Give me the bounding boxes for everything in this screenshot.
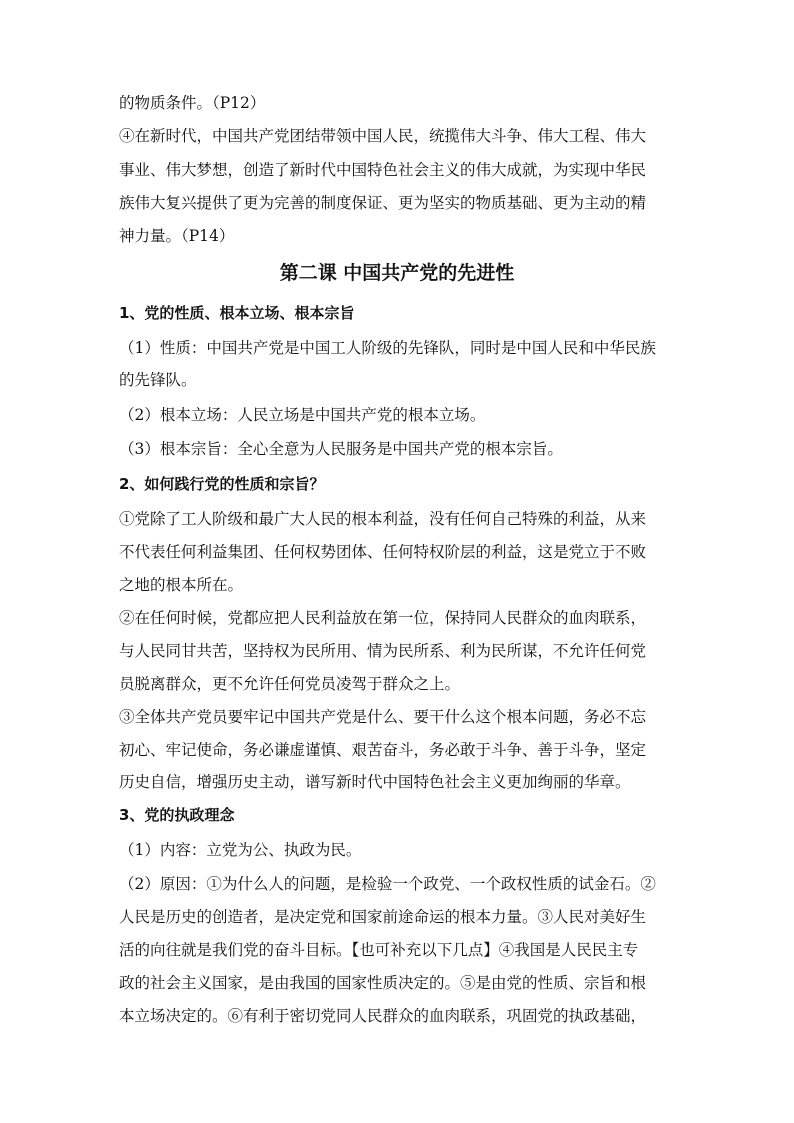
paragraph-line: 初心、牢记使命，务必谦虚谨慎、艰苦奋斗，务必敢于斗争、善于斗争，坚定 bbox=[119, 741, 647, 759]
paragraph-line: 与人民同甘共苦，坚持权为民所用、情为民所系、利为民所谋，不允许任何党 bbox=[119, 642, 647, 660]
section-heading: 1、党的性质、根本立场、根本宗旨 bbox=[119, 304, 355, 322]
section-heading: 3、党的执政理念 bbox=[119, 806, 235, 824]
paragraph-line: 人民是历史的创造者，是决定党和国家前途命运的根本力量。③人民对美好生 bbox=[119, 908, 647, 926]
paragraph-line: 历史自信，增强历史主动，谱写新时代中国特色社会主义更加绚丽的华章。 bbox=[119, 773, 631, 791]
paragraph-line: 之地的根本所在。 bbox=[119, 576, 244, 594]
intro-line: 族伟大复兴提供了更为完善的制度保证、更为坚实的物质基础、更为主动的精 bbox=[119, 194, 647, 212]
paragraph-line: 员脱离群众，更不允许任何党员凌驾于群众之上。 bbox=[119, 675, 461, 693]
paragraph-line: 活的向往就是我们党的奋斗目标。【也可补充以下几点】④我国是人民民主专 bbox=[119, 941, 639, 959]
paragraph-line: 政的社会主义国家，是由我国的国家性质决定的。⑤是由党的性质、宗旨和根 bbox=[119, 974, 647, 992]
paragraph-line: ①党除了工人阶级和最广大人民的根本利益，没有任何自己特殊的利益，从来 bbox=[119, 510, 647, 528]
paragraph-line: （1）性质：中国共产党是中国工人阶级的先锋队，同时是中国人民和中华民族 bbox=[119, 339, 656, 357]
intro-line: 的物质条件。（P12） bbox=[119, 94, 266, 112]
lesson-title: 第二课 中国共产党的先进性 bbox=[279, 262, 515, 284]
intro-line: 事业、伟大梦想，创造了新时代中国特色社会主义的伟大成就，为实现中华民 bbox=[119, 161, 647, 179]
intro-line: 神力量。（P14） bbox=[119, 227, 235, 245]
intro-line: ④在新时代，中国共产党团结带领中国人民，统揽伟大斗争、伟大工程、伟大 bbox=[119, 127, 647, 145]
paragraph-line: 本立场决定的。⑥有利于密切党同人民群众的血肉联系，巩固党的执政基础， bbox=[119, 1007, 647, 1025]
paragraph-line: （1）内容：立党为公、执政为民。 bbox=[119, 841, 362, 859]
paragraph-line: （3）根本宗旨：全心全意为人民服务是中国共产党的根本宗旨。 bbox=[119, 440, 563, 458]
paragraph-line: 的先锋队。 bbox=[119, 371, 197, 389]
paragraph-line: ③全体共产党员要牢记中国共产党是什么、要干什么这个根本问题，务必不忘 bbox=[119, 708, 647, 726]
paragraph-line: （2）原因：①为什么人的问题，是检验一个政党、一个政权性质的试金石。② bbox=[119, 875, 656, 893]
section-heading: 2、如何践行党的性质和宗旨？ bbox=[119, 475, 325, 493]
paragraph-line: ②在任何时候，党都应把人民利益放在第一位，保持同人民群众的血肉联系， bbox=[119, 609, 647, 627]
paragraph-line: 不代表任何利益集团、任何权势团体、任何特权阶层的利益，这是党立于不败 bbox=[119, 543, 647, 561]
paragraph-line: （2）根本立场：人民立场是中国共产党的根本立场。 bbox=[119, 406, 486, 424]
